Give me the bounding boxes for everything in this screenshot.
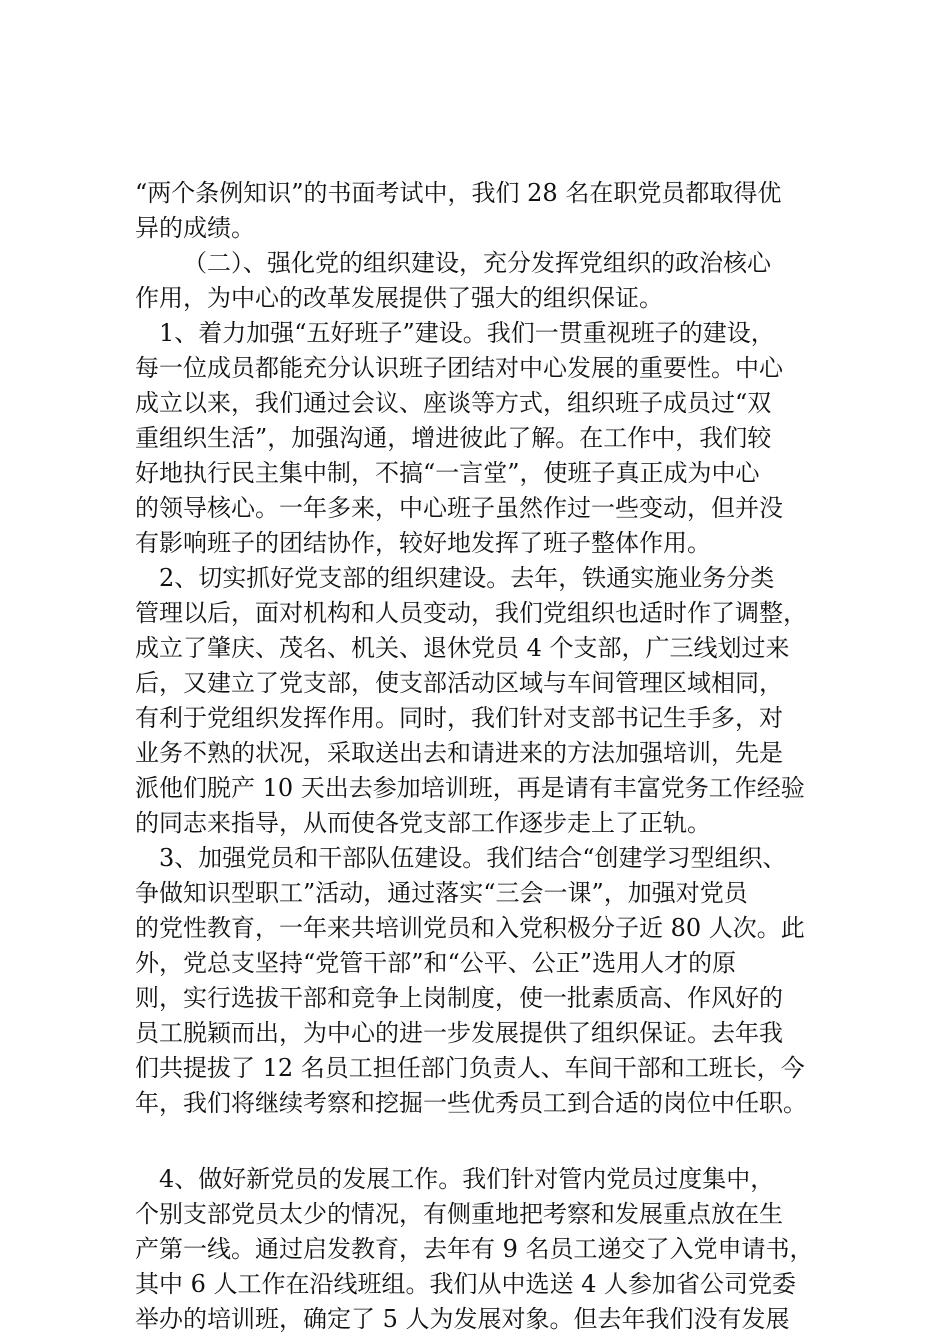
text-line: 业务不熟的状况，采取送出去和请进来的方法加强培训，先是 [135, 739, 783, 767]
text-line: 产第一线。通过启发教育，去年有 9 名员工递交了入党申请书， [135, 1235, 814, 1263]
text-line: 成立了肇庆、茂名、机关、退休党员 4 个支部，广三线划过来 [135, 634, 790, 662]
text-line: 个别支部党员太少的情况，有侧重地把考察和发展重点放在生 [135, 1200, 783, 1228]
text-line: 3、加强党员和干部队伍建设。我们结合“创建学习型组织、 [159, 844, 787, 872]
text-line: 举办的培训班，确定了 5 人为发展对象。但去年我们没有发展 [135, 1305, 790, 1333]
text-line: 员工脱颖而出，为中心的进一步发展提供了组织保证。去年我 [135, 1019, 783, 1047]
text-line: 的领导核心。一年多来，中心班子虽然作过一些变动，但并没 [135, 494, 783, 522]
text-line: 每一位成员都能充分认识班子团结对中心发展的重要性。中心 [135, 354, 783, 382]
text-line: 后，又建立了党支部，使支部活动区域与车间管理区域相同， [135, 669, 783, 697]
text-line: 则，实行选拔干部和竞争上岗制度，使一批素质高、作风好的 [135, 984, 783, 1012]
text-line: 外，党总支坚持“党管干部”和“公平、公正”选用人才的原 [135, 949, 737, 977]
text-line: 重组织生活”，加强沟通，增进彼此了解。在工作中，我们较 [135, 424, 772, 452]
text-line: 们共提拔了 12 名员工担任部门负责人、车间干部和工班长，今 [135, 1054, 805, 1082]
text-line: 的党性教育，一年来共培训党员和入党积极分子近 80 人次。此 [135, 914, 805, 942]
text-line: 年，我们将继续考察和挖掘一些优秀员工到合适的岗位中任职。 [135, 1089, 807, 1117]
text-line: 有利于党组织发挥作用。同时，我们针对支部书记生手多，对 [135, 704, 783, 732]
text-line: 好地执行民主集中制，不搞“一言堂”，使班子真正成为中心 [135, 459, 760, 487]
text-line: 成立以来，我们通过会议、座谈等方式，组织班子成员过“双 [135, 389, 772, 417]
text-line: “两个条例知识”的书面考试中，我们 28 名在职党员都取得优 [135, 179, 782, 207]
section-heading: （二）、强化党的组织建设，充分发挥党组织的政治核心 [183, 249, 771, 277]
text-line: 1、着力加强“五好班子”建设。我们一贯重视班子的建设， [159, 319, 775, 347]
text-line: 作用，为中心的改革发展提供了强大的组织保证。 [135, 284, 663, 312]
text-line: 异的成绩。 [135, 214, 255, 242]
text-line: 派他们脱产 10 天出去参加培训班，再是请有丰富党务工作经验 [135, 774, 805, 802]
text-line: 争做知识型职工”活动，通过落实“三会一课”，加强对党员 [135, 879, 748, 907]
text-line: 有影响班子的团结协作，较好地发挥了班子整体作用。 [135, 529, 711, 557]
text-line: 的同志来指导，从而使各党支部工作逐步走上了正轨。 [135, 809, 711, 837]
text-line: 其中 6 人工作在沿线班组。我们从中选送 4 人参加省公司党委 [135, 1270, 797, 1298]
text-line: 4、做好新党员的发展工作。我们针对管内党员过度集中， [159, 1165, 775, 1193]
text-line: 2、切实抓好党支部的组织建设。去年，铁通实施业务分类 [159, 564, 775, 592]
text-line: 管理以后，面对机构和人员变动，我们党组织也适时作了调整， [135, 599, 807, 627]
